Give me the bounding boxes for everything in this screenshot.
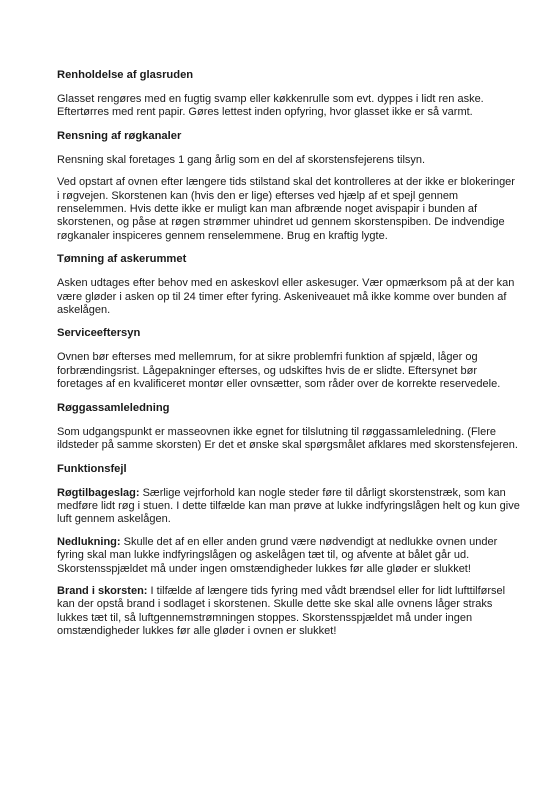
section-serviceeftersyn (57, 326, 520, 391)
section-heading: Tømning af askerummet (57, 253, 187, 266)
section-heading: Rensning af røgkanaler (57, 129, 182, 142)
section-askerum (57, 252, 520, 317)
fault-text: Skulle det af en eller anden grund være nødvendigt at nedlukke ovnen under fyring skal man lukke indfyringslågen og askelågen tæt til, og afvente at bålet går ud. Skorstensspjældet må under ingen omstændigheder lukkes før alle gløder er slukket! (57, 535, 498, 575)
section-paragraph: Ved opstart af ovnen efter længere tids stilstand skal det kontrolleres at der ikke er blokeringer i røgvejen. Skorstenen kan (hvis den er lige) efterses ved hjælp af et spejl gennem renselemmen. Hvis dette ikke er muligt kan man afbrænde noget avispapir i bunden af skorstenen, og påse at røgen strømmer uhindret ud gennem skorstenspiben. De indvendige røgkanaler inspiceres gennem renselemmene. Brug en kraftig lygte. (57, 176, 515, 242)
fault-item (57, 585, 520, 639)
section-paragraph: Asken udtages efter behov med en askeskovl eller askesuger. Vær opmærksom på at der kan være gløder i asken op til 24 timer efter fyring. Askeniveauet må ikke komme over bunden af askelågen. (57, 277, 515, 317)
section-roegkanaler (57, 129, 520, 243)
section-roeggassamleledning (57, 401, 520, 453)
section-heading: Renholdelse af glasruden (57, 69, 194, 81)
section-heading: Serviceeftersyn (57, 327, 141, 340)
section-heading: Funktionsfejl (57, 462, 127, 475)
section-paragraph: Som udgangspunkt er masseovnen ikke egnet for tilslutning til røggassamleledning. (Flere ildsteder på samme skorsten) Er det et ønske skal spørgsmålet afklares med skorstensfejeren. (57, 425, 518, 452)
section-paragraph: Glasset rengøres med en fugtig svamp eller køkkenrulle som evt. dyppes i lidt ren aske. Eftertørres med rent papir. Gøres lettest inden opfyring, hvor glasset ikke er så varmt. (57, 93, 484, 119)
fault-lead: Brand i skorsten: (57, 584, 148, 597)
fault-lead: Nedlukning: (57, 535, 121, 548)
section-heading: Røggassamleledning (57, 401, 170, 414)
section-paragraph: Rensning skal foretages 1 gang årlig som en del af skorstensfejerens tilsyn. (57, 153, 426, 166)
fault-text: I tilfælde af længere tids fyring med vådt brændsel eller for lidt lufttilførsel kan der opstå brand i sodlaget i skorstenen. Skulle dette ske skal alle ovnens låger straks lukkes tæt til, så luftgennemstrømningen stoppes. Skorstensspjældet må under ingen omstændigheder lukkes før alle gløder i ovnen er slukket! (57, 584, 506, 638)
section-glasrude (57, 68, 520, 120)
fault-item (57, 536, 520, 576)
fault-lead: Røgtilbageslag: (57, 486, 140, 499)
section-funktionsfejl (57, 462, 520, 639)
fault-text: Særlige vejrforhold kan nogle steder føre til dårligt skorstenstræk, som kan medføre lidt røg i stuen. I dette tilfælde kan man prøve at lukke indfyringslågen helt og kun give luft gennem askelågen. (57, 486, 520, 526)
section-paragraph: Ovnen bør efterses med mellemrum, for at sikre problemfri funktion af spjæld, låger og forbrændingsrist. Lågepakninger efterses, og udskiftes hvis de er slidte. Eftersynet bør foretages af en kvalificeret montør eller ovnsætter, som råder over de korrekte reservedele. (57, 351, 501, 391)
fault-item (57, 487, 520, 527)
